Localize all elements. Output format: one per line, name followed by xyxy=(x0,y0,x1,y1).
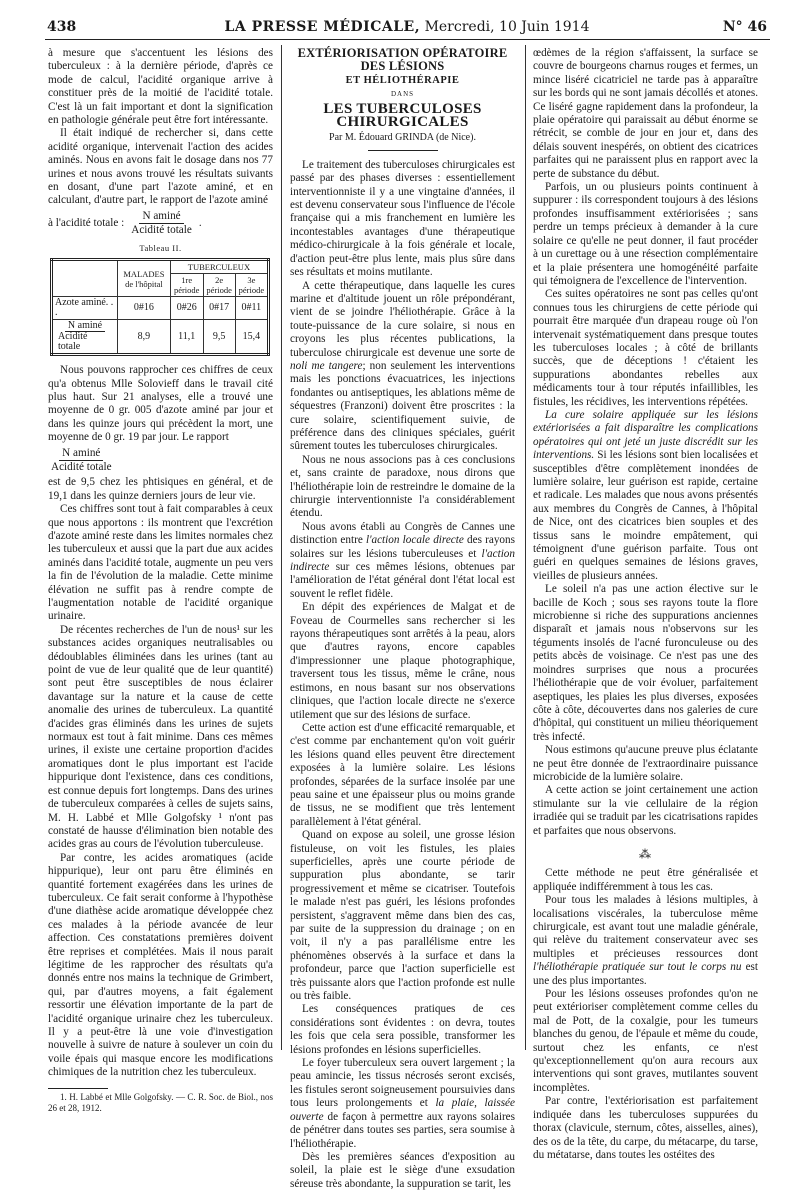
paragraph xyxy=(290,280,515,454)
column-3 xyxy=(533,47,758,1161)
fraction-denominator: Acidité totale xyxy=(131,224,192,237)
paragraph xyxy=(533,409,758,583)
fraction xyxy=(48,447,115,475)
row-label xyxy=(52,320,118,355)
paragraph: est de 9,5 chez les phtisiques en général, et de 19,1 dans les quinze derniers jours de leur vie. xyxy=(48,476,273,502)
paragraph: Quand on expose au soleil, une grosse lésion fistuleuse, on voit les fistules, les plaies superficielles, après une courte période de suppuration plus abondante, se tarir progressivement et même se cicatriser. Toutefois le malade n'est pas guéri, les lésions profondes persistent, s'aggravent même dans bien des cas, par suite de la suppression du drainage ; on en voit, il n'y a pas parallélisme entre les phénomènes observés à la surface et dans la profondeur, parce que l'action superficielle est très puissante alors que l'action profonde est nulle ou très faible. xyxy=(290,829,515,1003)
table-caption: Tableau II. xyxy=(139,242,182,253)
journal-title xyxy=(47,17,767,37)
header-period-3: 3e période xyxy=(235,274,268,297)
fraction xyxy=(55,321,115,352)
formula xyxy=(48,447,273,475)
fraction-denominator: Acidité totale xyxy=(58,331,88,353)
emphasis: la plaie, laissée ouverte xyxy=(290,1097,515,1123)
paragraph: Les conséquences pratiques de ces considérations sont évidentes : on devra, toutes les fois que cela sera possible, transformer les lésions profondes en lésions superficielles. xyxy=(290,1003,515,1056)
header-tuberculeux: TUBERCULEUX xyxy=(170,260,268,274)
text-run: des rayons solaires sur les lésions tuberculeuses et xyxy=(290,534,515,560)
text-run: Pour tous les malades à lésions multiples, à localisations viscérales, la tuberculose même chirurgicale, est avant tout une maladie générale, qui relève du traitement conservateur avec ses multiples et précieuses ressources dont xyxy=(533,894,758,960)
paragraph: Par contre, l'extériorisation est parfaitement indiquée dans les tuberculoses suppurées du thorax (clavicule, sternum, côtes, aisselles, aines), des os de la tête, du carpe, du métacarpe, du tarse, du métatarse, dans toutes les ostéites des xyxy=(533,1095,758,1161)
section-separator: ⁂ xyxy=(639,846,652,861)
emphasis: l'action indirecte xyxy=(290,547,515,574)
table-cell: 0#11 xyxy=(235,297,268,320)
issue-date: Mercredi, 10 Juin 1914 xyxy=(424,19,590,35)
paragraph: Nous ne nous associons pas à ces conclusions et, sans crainte de paradoxe, nous dirons que l'héliothérapie loin de restreindre le domaine de la chirurgie interventionniste l'a considérablement étendu. xyxy=(290,453,515,520)
header-rule xyxy=(45,39,770,40)
paragraph xyxy=(290,1057,515,1151)
page-number: 438 xyxy=(47,19,77,35)
fraction-numerator: N aminé xyxy=(139,210,183,224)
header-period-2: 2e période xyxy=(203,274,235,297)
text-run: Le foyer tuberculeux sera ouvert largement ; la peau amincie, les tissus nécrosés seront excisés, les fistules seront soigneusement poursuivies dans tous leurs prolongements et xyxy=(290,1057,515,1110)
paragraph: Il était indiqué de rechercher si, dans cette acidité organique, intervenait l'action des acides aminés. Nous en avons fait le dosage dans nos 77 urines et nous avons trouvé les résultats suivants en dosant, d'une part l'azote aminé, et en calculant, d'autre part, le rapport de l'azote aminé xyxy=(48,127,273,207)
text-run: A cette thérapeutique, dans laquelle les cures marine et d'altitude jouent un rôle prépondérant, vient de se joindre l'héliothérapie. Grâce à la toute-puissance de la cure solaire, si nous en croyons les plus récentes publications, la tuberculose chirurgicale est devenue une sorte de xyxy=(290,279,515,359)
emphasis: La cure solaire appliquée sur les lésions extériorisées a fait disparaître les complications opératoires qui ont jeté un juste discrédit sur les interventions. xyxy=(533,408,758,462)
paragraph: Ces chiffres sont tout à fait comparables à ceux que nous apportons : ils montrent que l'excrétion d'azote aminé reste dans les limites normales chez les tuberculeux et aussi que la part due aux acides aminés dans l'acidité totale, augmente un peu vers la fin de l'évolution de la maladie. Cette minime élévation ne suffit pas à rendre compte de l'augmentation notable de l'acidité organique urinaire. xyxy=(48,503,273,623)
table-row xyxy=(52,297,269,320)
footnote-rule xyxy=(48,1088,108,1089)
text-run: Si les lésions sont bien localisées et susceptibles d'être complètement inondées de lumière solaire, leur guérison est rapide, certaine et radicale. Les malades que nous avons présentés aux membres du Congrès de Cannes, à l'hôpital de Nice, ont des cicatrices bien souples et des tissus sans le moindre empâtement, qui témoignent d'une guérison parfaite. Tous ont guéri en quelques semaines de lésions graves, vieilles de plusieurs années. xyxy=(533,449,758,582)
text-run: sur ces mêmes lésions, obtenues par l'amélioration de l'état général dont l'état local est souvent le reflet fidèle. xyxy=(290,561,515,600)
table-row xyxy=(52,320,269,355)
emphasis: l'action locale directe xyxy=(366,534,464,547)
paragraph: Cette action est d'une efficacité remarquable, et c'est comme par enchantement qu'on voit guérir les lésions quand elles peuvent être directement exposées à la lumière solaire. Les lésions profondes, séparées de la surface insolée par une peau saine et une épaisseur plus ou moins grande de tissus, ne se modifient que très lentement parallèlement à l'état général. xyxy=(290,721,515,828)
row-label: Azote aminé. . . xyxy=(52,297,118,320)
table-cell: 0#17 xyxy=(203,297,235,320)
emphasis: l'héliothérapie pratiquée sur tout le corps nu xyxy=(533,961,742,974)
column-2 xyxy=(290,46,515,1190)
table-cell: 11,1 xyxy=(170,320,203,355)
paragraph: Par contre, les acides aromatiques (acide hippurique), leur ont paru être éliminés en quantité fortement exagérées dans les urines de tuberculeux. Ce fait serait conforme à l'hypothèse d'une diathèse acide aromatique développée chez ces malades à la période avancée de leur affection. Ces constatations premières doivent être reprises et complétées. Mais il nous parait légitime de les rapprocher des résultats qu'a donnés entre nos mains la technique de Grimbert, qui, par d'autres moyens, a fait également ressortir une élévation importante de la part de l'acidité organique urinaire chez les tuberculeux. Il y a peut-être là une voie d'investigation nouvelle à suivre de nature à soulever un coin du voile épais qui masque encore les modifications chimiques de la nutrition chez les tuberculeux. xyxy=(48,851,273,1079)
article-author: Par M. Édouard GRINDA (de Nice). xyxy=(329,132,476,144)
paragraph: à mesure que s'accentuent les lésions des tuberculeux : à la dernière période, d'après ce mode de calcul, l'acidité organique arrive à constituer près de la moitié de l'acidité totale. C'est là un fait important et dont la signification en pathologie générale peut être fort intéressante. xyxy=(48,47,273,127)
paragraph: Dès les premières séances d'exposition au soleil, la plaie est le siège d'une exsudation séreuse très abondante, la suppuration se tarit, les xyxy=(290,1150,515,1190)
column-divider xyxy=(525,45,526,1050)
title-line-4: LES TUBERCULOSES CHIRURGICALES xyxy=(323,100,482,131)
fraction-numerator: N aminé xyxy=(59,447,103,461)
table-cell: 0#16 xyxy=(118,297,171,320)
paragraph: Nous pouvons rapprocher ces chiffres de ceux qu'a obtenus Mlle Solovieff dans le travail cité plus haut. Sur 21 analyses, elle a trouvé une moyenne de 0 gr. 005 d'azote aminé par jour et dans les quinze jours qui précèdent la mort, une moyenne de 0 gr. 19 par jour. Le rapport xyxy=(48,364,273,444)
text-run: est une des plus importantes. xyxy=(533,961,758,987)
paragraph: œdèmes de la région s'affaissent, la surface se couvre de bourgeons charnus rouges et fermes, un mince liséré cicatriciel ne tarde pas à apparaître sur les bords qui ne sont jamais décollés et atones. Ce liséré gagne rapidement dans la profondeur, la plaie opératoire qui paraissait au début énorme se rétrécit, se comble de jour en jour et, dans des délais souvent inespérés, on obtient des cicatrices parfaites qui ne paraissent plus en rapport avec la perte de substance du début. xyxy=(533,47,758,180)
table-cell: 8,9 xyxy=(118,320,171,355)
formula-prefix: à l'acidité totale : xyxy=(48,217,125,230)
table-header-row xyxy=(52,260,269,274)
paragraph: Parfois, un ou plusieurs points continuent à suppurer : ils correspondent toujours à des lésions profondes insuffisamment extériorisées ; sans perdre un temps précieux à demander à la cure solaire ce qu'elle ne peut donner, il faut procéder à un curettage ou à une résection complémentaire et la plaie présentera une homogénéité parfaite qui témoignera de l'excellence de l'intervention. xyxy=(533,181,758,287)
paragraph: De récentes recherches de l'un de nous¹ sur les substances acides organiques neutralisables ou dédoublables éliminées dans les urines (tant au point de vue de leur qualité que de leur quantité) sont peut être susceptibles de nous éclairer davantage sur la nature et la cause de cette anomalie des urines de tuberculeux. La quantité d'acides gras éliminés dans les urines de sujets normaux est tout à fait minime. Dans ces mêmes urines, il existe une certaine proportion d'acides aromatiques dont le plus important est l'acide hippurique dont l'existence, dans ces conditions, est connue depuis fort longtemps. Dans des urines de tuberculeux comparées à celles de sujets sains, M. H. Labbé et Mlle Golgofsky ¹ n'ont pas constaté de hausse d'élimination bien notable des acides gras au cours de l'évolution tuberculeuse. xyxy=(48,623,273,851)
title-line-2: ET HÉLIOTHÉRAPIE xyxy=(345,74,460,86)
formula-suffix: . xyxy=(198,217,202,230)
table-cell: 15,4 xyxy=(235,320,268,355)
table-cell: 9,5 xyxy=(203,320,235,355)
paragraph: Nous estimons qu'aucune preuve plus éclatante ne peut être donnée de l'extraordinaire puissance microbicide de la lumière solaire. xyxy=(533,744,758,783)
column-1 xyxy=(48,47,273,1113)
data-table xyxy=(50,258,270,356)
paragraph: Pour les lésions osseuses profondes qu'on ne peut extérioriser complètement comme celles du mal de Pott, de la coxalgie, pour les tumeurs blanches du genou, de l'épaule et même du coude, surtout chez les enfants, ce n'est qu'exceptionnellement qu'on aura recours aux interventions qui sont graves, mutilantes souvent incomplètes. xyxy=(533,988,758,1094)
paragraph: Ces suites opératoires ne sont pas celles qu'ont connues tous les chirurgiens de cette période qui pourrait être marquée d'un drapeau rouge où l'on intervenait systématiquement dans presque toutes les tuberculoses locales ; à côté de brillants succès, que de déceptions ! c'étaient les suppurations abondantes rebelles aux médicaments tour à tour réputés infaillibles, les fistules, les récidives, les interventions répétées. xyxy=(533,288,758,408)
paragraph xyxy=(533,894,758,988)
emphasis: noli me tangere xyxy=(290,359,363,372)
header-period-1: 1re période xyxy=(170,274,203,297)
footnote: 1. H. Labbé et Mlle Golgofsky. — C. R. Soc. de Biol., nos 26 et 28, 1912. xyxy=(48,1091,273,1113)
paragraph: A cette action se joint certainement une action stimulante sur la vie cellulaire de la région irradiée qui se traduit par les cicatrisations rapides et parfaites que nous observons. xyxy=(533,784,758,837)
page-header xyxy=(47,17,767,37)
paragraph xyxy=(290,521,515,601)
paragraph: Le soleil n'a pas une action élective sur le bacille de Koch ; sous ses rayons toute la flore microbienne si riche des suppurations anciennes disparaît et jamais nous n'observons sur les téguments insolés de l'acné furonculeuse ou des petits abcès de voisinage. Ce n'est pas une des moindres surprises que nous a procurées l'héliothérapie que de voir évoluer, parfaitement aseptiques, les plaies les plus diverses, exposées côte à côte, découvertes dans nos galeries de cure d'hôpital, qui constituent un milieu théoriquement très infecté. xyxy=(533,583,758,743)
journal-name: LA PRESSE MÉDICALE, xyxy=(224,19,421,35)
paragraph: Cette méthode ne peut être généralisée et appliquée indifféremment à tous les cas. xyxy=(533,867,758,893)
paragraph: En dépit des expériences de Malgat et de Foveau de Courmelles sans rechercher si les rayons thérapeutiques sont arrêtés à la peau, alors que d'autres rayons, encore capables d'impressionner une plaque photographique, traversent tous les tissus, même le crâne, nous estimons, en nous basant sur nos observations cliniques, que l'action locale directe ne s'exerce utilement que sur des lésions de surface. xyxy=(290,601,515,721)
issue-number: N° 46 xyxy=(722,19,767,35)
text-run: ; non seulement les interventions mais les ponctions évacuatrices, les injections fondantes ou antiseptiques, les ablations même de séquestres (Franzoni) doivent être proscrites : la cure solaire, scientifiquement suivie, de préférence dans des cliniques spéciales, guérit sûrement toutes les tuberculoses chirurgicales. xyxy=(290,359,515,453)
column-divider xyxy=(281,45,282,1050)
table-corner xyxy=(52,260,118,297)
header-malades: MALADES de l'hôpital xyxy=(118,260,171,297)
formula xyxy=(48,210,273,238)
fraction-denominator: Acidité totale xyxy=(51,460,112,473)
title-rule xyxy=(368,150,438,151)
paragraph: Le traitement des tuberculoses chirurgicales est passé par des phases diverses : essentiellement interventionniste il y a une vingtaine d'années, il est devenu conservateur sous l'influence de l'école française qui a mis franchement en lumière les incontestables avantages d'une thérapeutique médico-chirurgicale à la fois générale et locale, d'action peut-être plus lente, mais plus sûre dans ses résultats et moins mutilante. xyxy=(290,158,515,279)
text-run: Nous avons établi au Congrès de Cannes une distinction entre xyxy=(290,520,515,547)
article-title xyxy=(290,47,515,145)
fraction-numerator: N aminé xyxy=(65,321,105,332)
fraction xyxy=(128,210,195,238)
table-cell: 0#26 xyxy=(170,297,203,320)
title-line-3: DANS xyxy=(390,90,415,99)
title-line-1: EXTÉRIORISATION OPÉRATOIRE DES LÉSIONS xyxy=(297,46,508,74)
text-run: de façon à permettre aux rayons solaires de pénétrer dans toutes ses parties, sera soumise à l'héliothérapie. xyxy=(290,1110,515,1150)
